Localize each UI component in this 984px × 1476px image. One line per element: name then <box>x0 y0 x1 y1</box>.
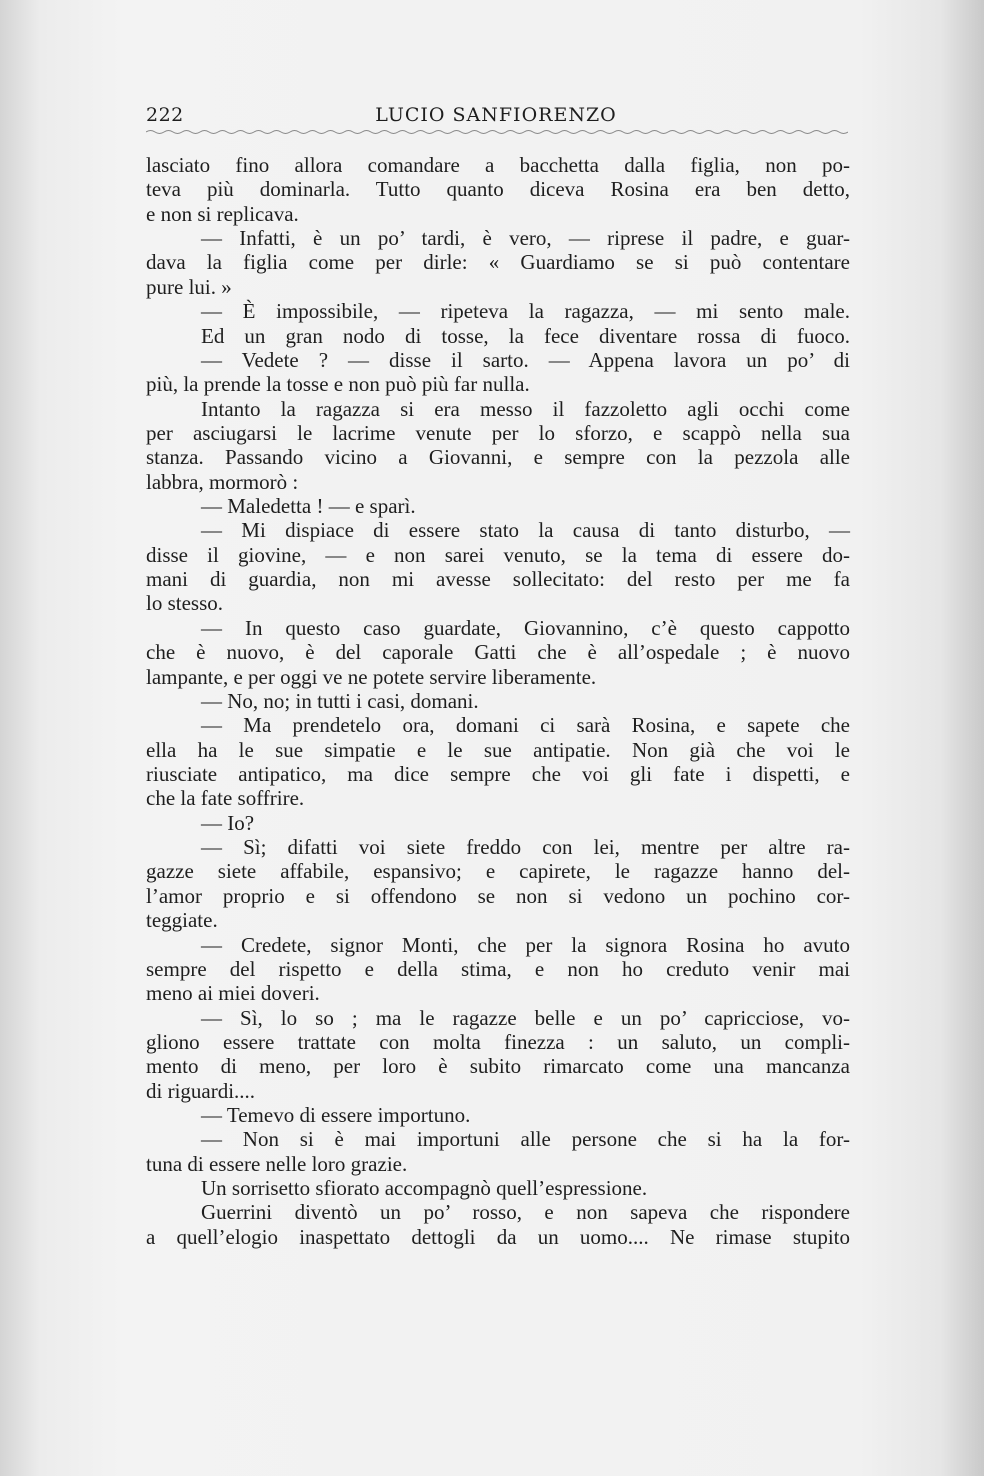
running-title: LUCIO SANFIORENZO <box>375 104 617 126</box>
text-line: lo stesso. <box>146 591 224 616</box>
text-line: gazze siete affabile, espansivo; e capirete, le ragazze hanno del- <box>146 859 850 884</box>
text-line: Un sorrisetto sfiorato accompagnò quell’espressione. <box>201 1176 648 1201</box>
text-line: teggiate. <box>146 908 218 933</box>
text-line: gliono essere trattate con molta finezza : un saluto, un compli- <box>146 1029 850 1054</box>
text-line: teva più dominarla. Tutto quanto diceva Rosina era ben detto, <box>146 177 850 202</box>
text-line: labbra, mormorò : <box>146 469 299 494</box>
text-line: ella ha le sue simpatie e le sue antipatie. Non già che voi le <box>146 737 850 762</box>
text-line: — Ma prendetelo ora, domani ci sarà Rosina, e sapete che <box>201 713 850 738</box>
text-line: — Credete, signor Monti, che per la signora Rosina ho avuto <box>201 932 850 957</box>
text-line: — No, no; in tutti i casi, domani. <box>201 688 479 713</box>
text-line: mento di meno, per loro è subito rimarcato come una mancanza <box>146 1054 850 1079</box>
text-line: dava la figlia come per dirle: « Guardiamo se si può contentare <box>146 250 850 275</box>
text-line: pure lui. » <box>146 274 232 299</box>
text-line: riusciate antipatico, ma dice sempre che voi gli fate i dispetti, e <box>146 761 850 786</box>
text-line: — È impossibile, — ripeteva la ragazza, — mi sento male. <box>201 299 850 324</box>
text-line: Ed un gran nodo di tosse, la fece diventare rossa di fuoco. <box>201 323 850 348</box>
text-line: disse il giovine, — e non sarei venuto, se la tema di essere do- <box>146 542 850 567</box>
text-line: — Infatti, è un po’ tardi, è vero, — riprese il padre, e guar- <box>201 226 850 251</box>
text-line: sempre del rispetto e della stima, e non ho creduto venir mai <box>146 956 850 981</box>
text-line: — Vedete ? — disse il sarto. — Appena lavora un po’ di <box>201 347 850 372</box>
wavy-rule-path <box>146 131 848 134</box>
page-number: 222 <box>146 104 184 126</box>
text-line: a quell’elogio inaspettato dettogli da un uomo.... Ne rimase stupito <box>146 1224 850 1249</box>
decorative-wavy-rule <box>146 128 848 136</box>
text-line: di riguardi.... <box>146 1078 256 1103</box>
text-line: — Mi dispiace di essere stato la causa di tanto disturbo, — <box>201 518 850 543</box>
text-line: lasciato fino allora comandare a bacchetta dalla figlia, non po- <box>146 153 850 177</box>
text-line: tuna di essere nelle loro grazie. <box>146 1151 408 1176</box>
text-line: — Temevo di essere importuno. <box>201 1103 471 1128</box>
text-line: Intanto la ragazza si era messo il fazzoletto agli occhi come <box>201 396 850 421</box>
text-line: — Non si è mai importuni alle persone che si ha la for- <box>201 1127 850 1152</box>
text-line: — In questo caso guardate, Giovannino, c’è questo cappotto <box>201 615 850 640</box>
text-line: Guerrini diventò un po’ rosso, e non sapeva che rispondere <box>201 1200 850 1225</box>
text-line: che la fate soffrire. <box>146 786 305 811</box>
body-text <box>146 153 850 1249</box>
text-line: per asciugarsi le lacrime venute per lo sforzo, e scappò nella sua <box>146 420 850 445</box>
text-line: — Io? <box>201 810 255 835</box>
text-line: stanza. Passando vicino a Giovanni, e sempre con la pezzola alle <box>146 445 850 470</box>
text-line: — Sì, lo so ; ma le ragazze belle e un po’ capricciose, vo- <box>201 1005 850 1030</box>
text-line: lampante, e per oggi ve ne potete servire liberamente. <box>146 664 597 689</box>
text-line: che è nuovo, è del caporale Gatti che è all’ospedale ; è nuovo <box>146 640 850 665</box>
page-header <box>146 98 846 132</box>
text-line: l’amor proprio e si offendono se non si vedono un pochino cor- <box>146 883 850 908</box>
text-line: meno ai miei doveri. <box>146 981 320 1006</box>
text-line: — Sì; difatti voi siete freddo con lei, mentre per altre ra- <box>201 835 850 860</box>
text-line: mani di guardia, non mi avesse sollecitato: del resto per me fa <box>146 567 850 592</box>
text-line: e non si replicava. <box>146 201 299 226</box>
text-line: più, la prende la tosse e non può più far nulla. <box>146 372 530 397</box>
text-line: — Maledetta ! — e sparì. <box>201 494 416 519</box>
